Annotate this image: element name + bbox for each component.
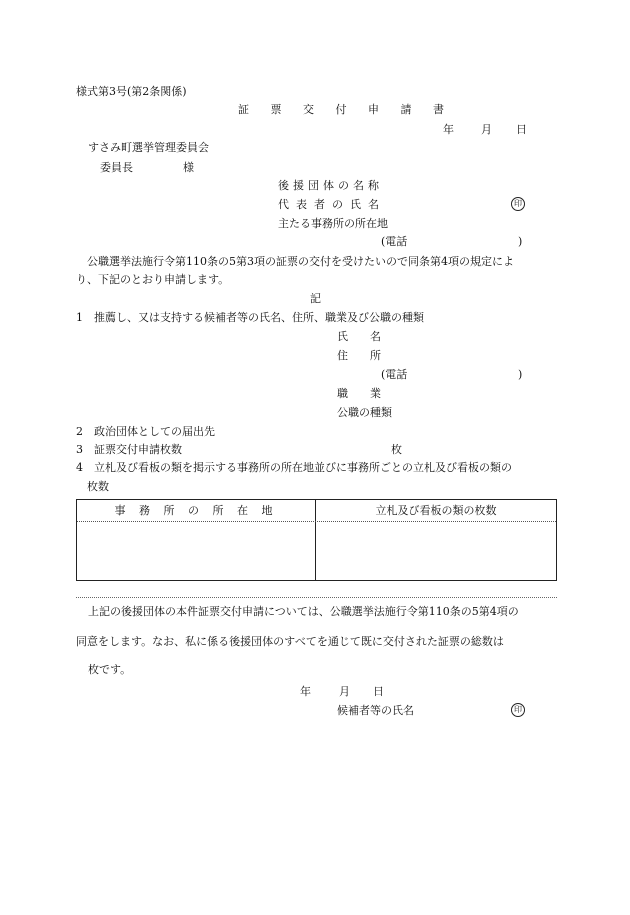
table-header-divider xyxy=(77,521,556,522)
candidate-signature-label: 候補者等の氏名 xyxy=(337,704,414,717)
candidate-seal-icon: 印 xyxy=(511,703,525,717)
date-month: 月 xyxy=(481,123,492,136)
item-3: 3 証票交付申請枚数 xyxy=(76,443,182,456)
group-name-label: 後援団体の名称 xyxy=(278,179,383,192)
office-signboard-table xyxy=(76,499,557,581)
consent-date-month: 月 xyxy=(339,685,350,698)
office-location-label: 主たる事務所の所在地 xyxy=(278,217,388,230)
item-3-unit: 枚 xyxy=(391,443,402,456)
table-header-signboard-count: 立札及び看板の類の枚数 xyxy=(375,504,497,517)
office-type-label: 公職の種類 xyxy=(337,406,392,419)
body-text-line2: り、下記のとおり申請します。 xyxy=(76,273,230,286)
consent-date-day: 日 xyxy=(373,685,384,698)
candidate-occupation-label: 職 業 xyxy=(337,387,381,400)
consent-line2: 同意をします。なお、私に係る後援団体のすべてを通じて既に交付された証票の総数は xyxy=(76,635,504,648)
candidate-phone-close: ) xyxy=(518,368,523,381)
table-header-office-location: 事 務 所 の 所 在 地 xyxy=(114,504,278,517)
date-day: 日 xyxy=(516,123,527,136)
date-year: 年 xyxy=(443,123,454,136)
item-4-line1: 4 立札及び看板の類を掲示する事務所の所在地並びに事務所ごとの立札及び看板の類の xyxy=(76,461,512,474)
representative-name-label: 代表者の氏名 xyxy=(278,198,386,211)
cut-line-divider xyxy=(76,597,557,598)
addressee-chair: 委員長 xyxy=(100,161,133,174)
document-title: 証 票 交 付 申 請 書 xyxy=(238,103,453,116)
body-text-line1: 公職選挙法施行令第110条の5第3項の証票の交付を受けたいので同条第4項の規定によ xyxy=(87,255,514,268)
candidate-name-label: 氏 名 xyxy=(337,330,381,343)
seal-mark-icon: 印 xyxy=(511,197,525,211)
item-2: 2 政治団体としての届出先 xyxy=(76,425,215,438)
candidate-address-label: 住 所 xyxy=(337,349,381,362)
consent-line3: 枚です。 xyxy=(88,663,132,676)
applicant-phone-label: (電話 xyxy=(381,235,408,248)
addressee-committee: すさみ町選挙管理委員会 xyxy=(88,141,209,154)
item-1: 1 推薦し、又は支持する候補者等の氏名、住所、職業及び公職の種類 xyxy=(76,311,424,324)
form-number: 様式第3号(第2条関係) xyxy=(76,85,187,98)
consent-date-year: 年 xyxy=(300,685,311,698)
addressee-honorific: 様 xyxy=(183,161,194,174)
item-4-line2: 枚数 xyxy=(87,480,109,493)
consent-line1: 上記の後援団体の本件証票交付申請については、公職選挙法施行令第110条の5第4項の xyxy=(88,605,519,618)
candidate-phone-label: (電話 xyxy=(381,368,408,381)
note-heading: 記 xyxy=(310,292,321,305)
applicant-phone-close: ) xyxy=(518,235,523,248)
